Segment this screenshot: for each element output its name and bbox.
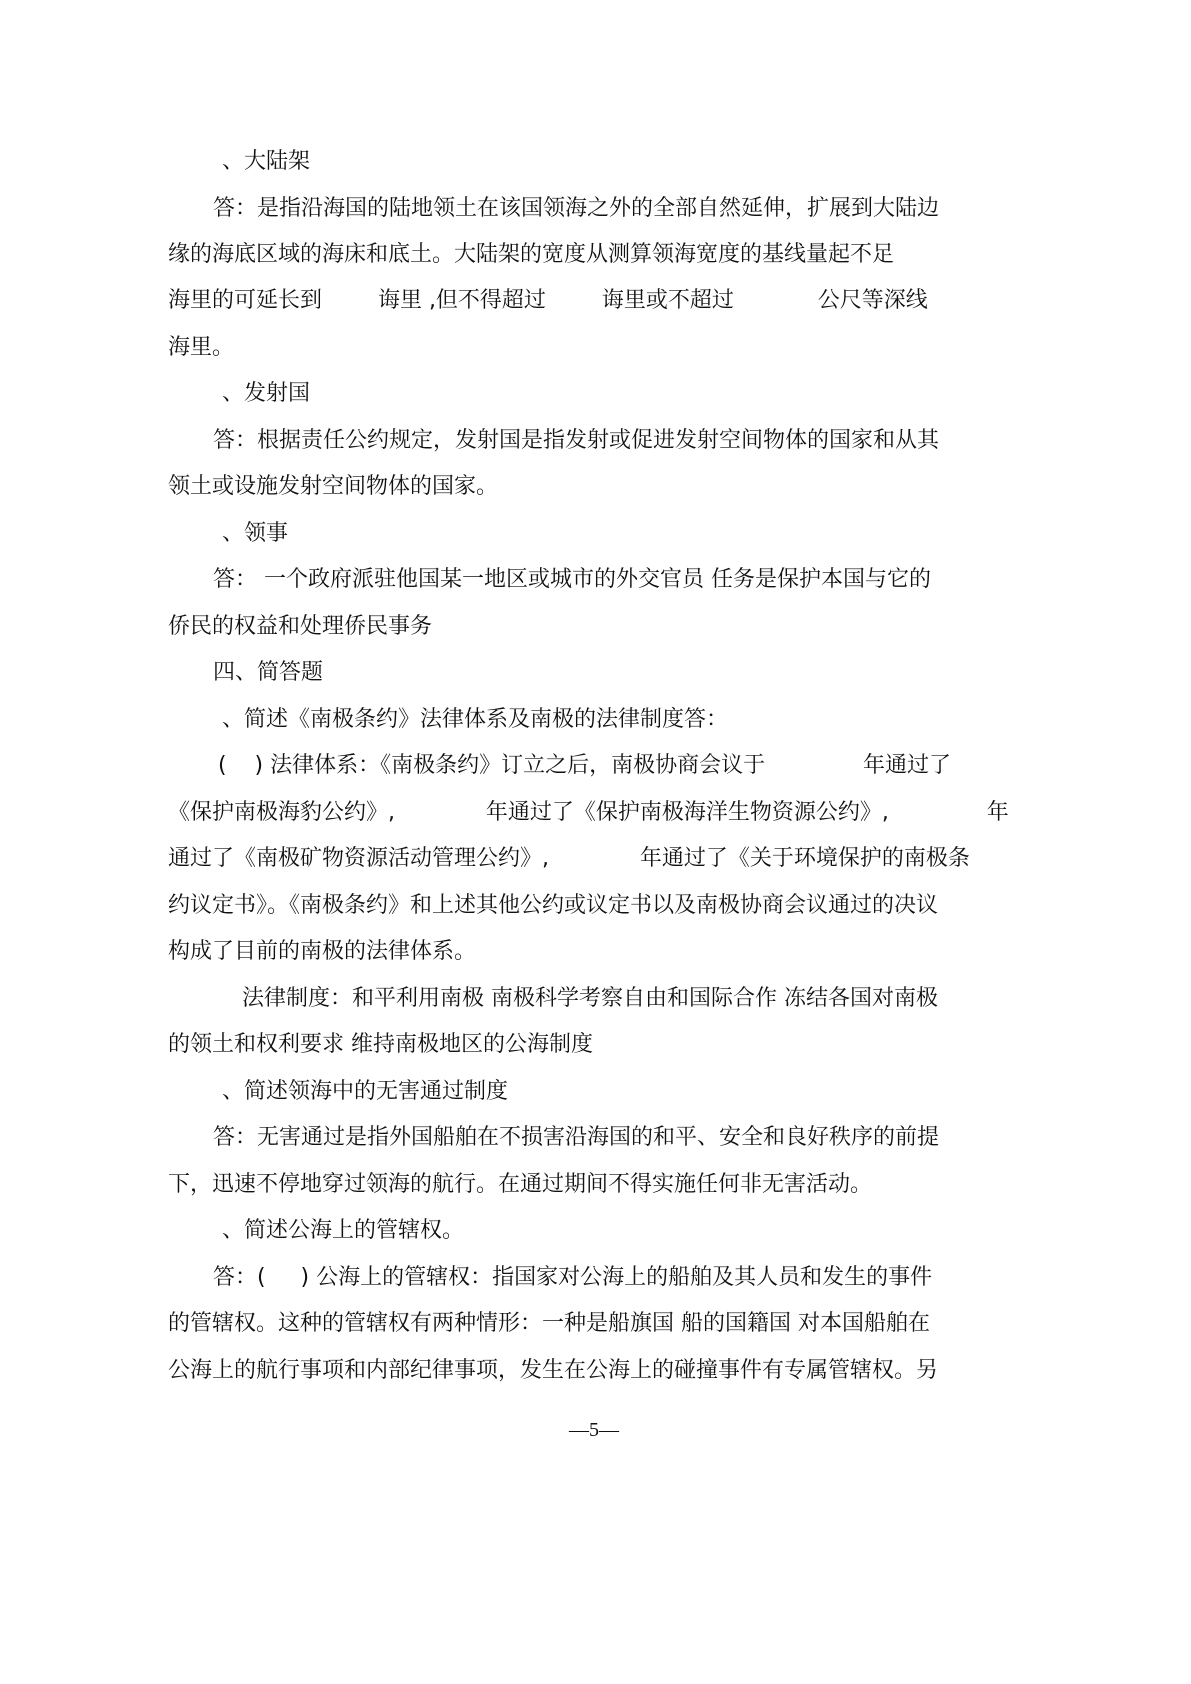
paragraph-line: 约议定书》。《南极条约》和上述其他公约或议定书以及南极协商会议通过的决议 [168, 893, 939, 918]
question-heading: 、简述《南极条约》法律体系及南极的法律制度答： [222, 707, 729, 732]
paragraph-line: 答： 一个政府派驻他国某一地区或城市的外交官员 任务是保护本国与它的 [213, 567, 931, 592]
paragraph-line: 法律制度：和平利用南极 南极科学考察自由和国际合作 冻结各国对南极 [242, 986, 938, 1011]
paragraph-line: 答：根据责任公约规定，发射国是指发射或促进发射空间物体的国家和从其 [213, 428, 940, 453]
question-heading: 、简述公海上的管辖权。 [222, 1218, 465, 1243]
paragraph-line: 答：是指沿海国的陆地领土在该国领海之外的全部自然延伸，扩展到大陆边 [213, 196, 940, 221]
paragraph-line: 海里。 [168, 335, 235, 360]
paragraph-line: 答：( ) 公海上的管辖权：指国家对公海上的船舶及其人员和发生的事件 [213, 1265, 933, 1290]
page-number: —5— [569, 1419, 619, 1441]
paragraph-line: 通过了《南极矿物资源活动管理公约》, 年通过了《关于环境保护的南极条 [168, 846, 970, 871]
paragraph-line: 《保护南极海豹公约》, 年通过了《保护南极海洋生物资源公约》, 年 [168, 800, 1009, 825]
section-heading-short-answer: 四、简答题 [213, 660, 324, 685]
heading-launching-state: 、发射国 [222, 381, 311, 406]
paragraph-line: 构成了目前的南极的法律体系。 [168, 939, 477, 964]
paragraph-line: 的管辖权。这种的管辖权有两种情形：一种是船旗国 船的国籍国 对本国船舶在 [168, 1311, 930, 1336]
paragraph-line: 答：无害通过是指外国船舶在不损害沿海国的和平、安全和良好秩序的前提 [213, 1125, 940, 1150]
paragraph-line: 的领土和权利要求 维持南极地区的公海制度 [168, 1032, 593, 1057]
paragraph-line: 公海上的航行事项和内部纪律事项，发生在公海上的碰撞事件有专属管辖权。另 [168, 1358, 939, 1383]
paragraph-line: 领土或设施发射空间物体的国家。 [168, 474, 499, 499]
heading-continental-shelf: 、大陆架 [222, 149, 311, 174]
heading-consul: 、领事 [222, 521, 289, 546]
question-heading: 、简述领海中的无害通过制度 [222, 1079, 509, 1104]
paragraph-line: 侨民的权益和处理侨民事务 [168, 614, 433, 639]
paragraph-line: 缘的海底区域的海床和底土。大陆架的宽度从测算领海宽度的基线量起不足 [168, 242, 895, 267]
paragraph-line: ( ) 法律体系：《南极条约》订立之后，南极协商会议于 年通过了 [218, 753, 952, 778]
paragraph-line: 下，迅速不停地穿过领海的航行。在通过期间不得实施任何非无害活动。 [168, 1172, 873, 1197]
paragraph-line: 海里的可延长到 诲里 ,但不得超过 诲里或不超过 公尺等深线 [168, 288, 928, 313]
